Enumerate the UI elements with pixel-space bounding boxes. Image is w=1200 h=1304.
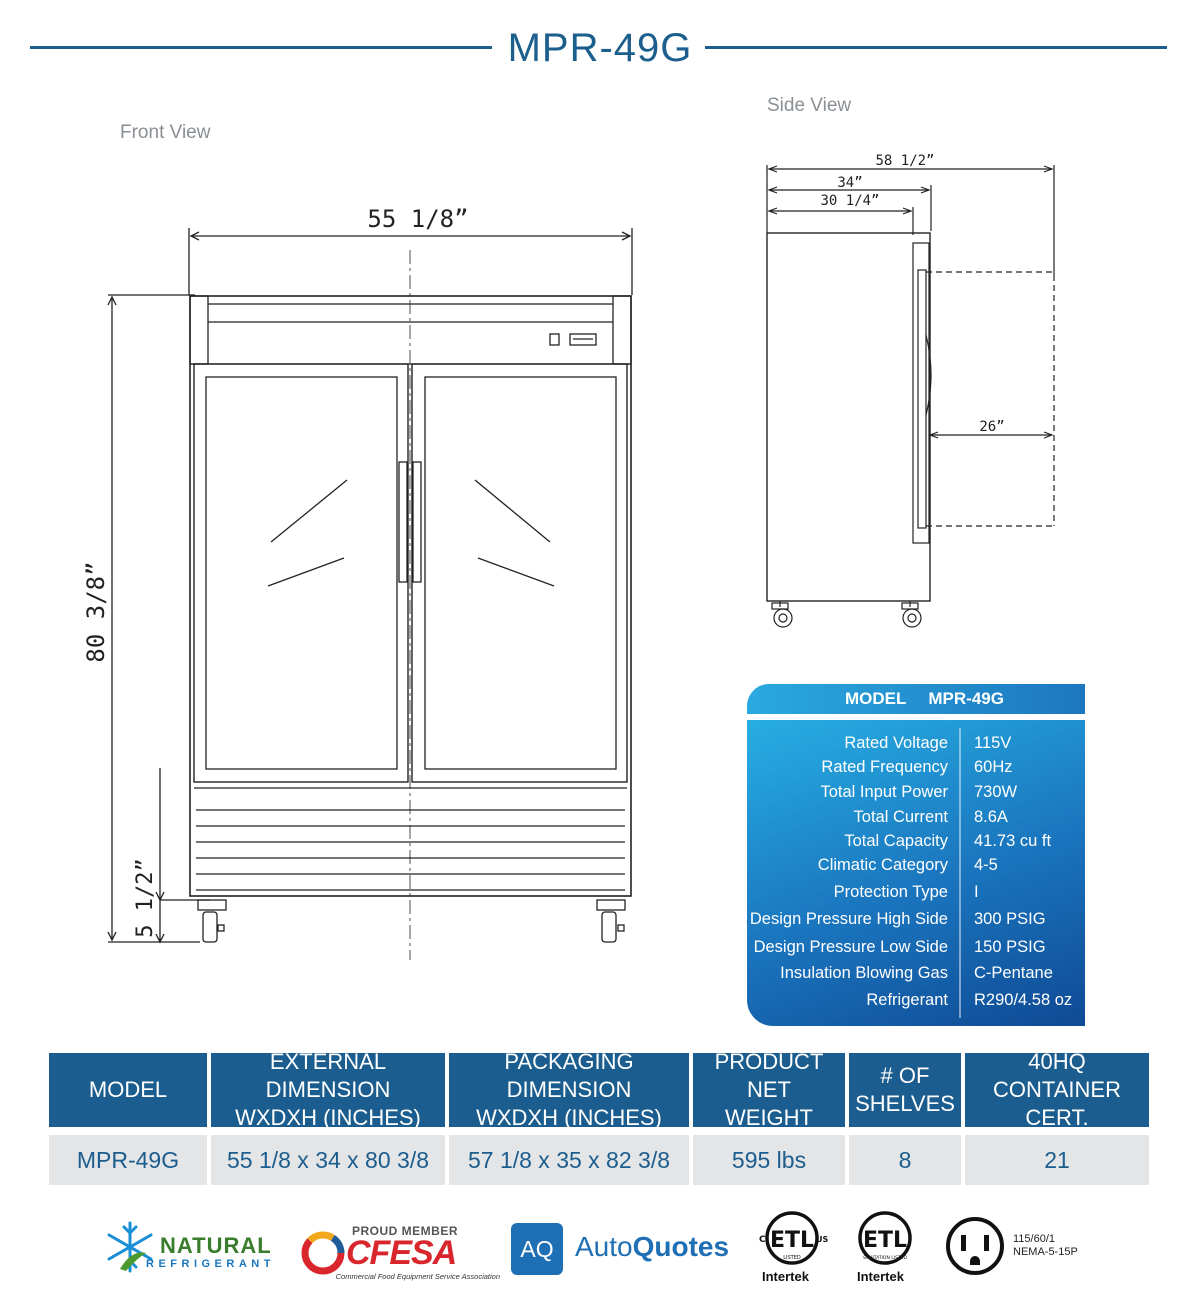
spec-value: 730W bbox=[974, 783, 1018, 801]
spec-key: Design Pressure High Side bbox=[749, 910, 948, 928]
spec-row bbox=[747, 758, 1085, 782]
nema-line-1: 115/60/1 bbox=[1013, 1233, 1056, 1245]
etl-sanitation-text: SANITATION LISTED bbox=[862, 1256, 908, 1261]
spec-row bbox=[747, 938, 1085, 962]
table-header-container bbox=[965, 1049, 1149, 1130]
etl-sanitation-icon bbox=[845, 1208, 925, 1272]
spec-key: Refrigerant bbox=[866, 991, 948, 1009]
header-line: PACKAGING DIMENSION bbox=[504, 1049, 634, 1102]
header-line: WXDXH (INCHES) bbox=[476, 1105, 662, 1130]
table-cell-shelves: 8 bbox=[849, 1135, 961, 1185]
natural-refrigerant-logo bbox=[100, 1215, 300, 1279]
etl-text: ETL bbox=[769, 1228, 815, 1253]
quotes-text: Quotes bbox=[632, 1231, 730, 1262]
spec-key: Protection Type bbox=[833, 883, 948, 901]
dimension-table bbox=[49, 1049, 1149, 1185]
etl-c-text: C bbox=[759, 1235, 766, 1245]
etl-mark-icon bbox=[752, 1208, 832, 1272]
etl-us-text: US bbox=[816, 1235, 829, 1244]
spec-value: 150 PSIG bbox=[974, 938, 1046, 956]
cfesa-wordmark: CFESA bbox=[346, 1234, 457, 1272]
spec-key: Rated Frequency bbox=[821, 758, 948, 776]
spec-key: Rated Voltage bbox=[844, 734, 948, 752]
spec-key: Total Current bbox=[853, 808, 948, 826]
spec-model-value: MPR-49G bbox=[928, 689, 1004, 708]
nema-line-2: NEMA-5-15P bbox=[1013, 1246, 1078, 1258]
front-width-label: 55 1/8” bbox=[367, 205, 469, 233]
front-height-label: 80 3/8” bbox=[82, 561, 110, 663]
nema-plug-logo bbox=[945, 1215, 1095, 1277]
spec-value: R290/4.58 oz bbox=[974, 991, 1073, 1009]
spec-key: Insulation Blowing Gas bbox=[780, 964, 948, 982]
side-door-swing-label: 26” bbox=[979, 419, 1005, 435]
table-header-external bbox=[211, 1049, 445, 1130]
spec-panel bbox=[747, 720, 1085, 1026]
spec-row bbox=[747, 783, 1085, 807]
spec-row bbox=[747, 883, 1085, 907]
cfesa-subtitle: Commercial Food Equipment Service Association bbox=[335, 1272, 500, 1281]
aq-badge: AQ bbox=[511, 1223, 563, 1275]
intertek-text: Intertek bbox=[762, 1269, 809, 1284]
front-view-drawing bbox=[60, 200, 660, 970]
table-cell-external: 55 1/8 x 34 x 80 3/8 bbox=[211, 1135, 445, 1185]
spec-value: C-Pentane bbox=[974, 964, 1053, 982]
table-cell-container: 21 bbox=[965, 1135, 1149, 1185]
spec-row bbox=[747, 734, 1085, 758]
spec-panel-header bbox=[747, 684, 1085, 714]
spec-row bbox=[747, 910, 1085, 934]
page-title: MPR-49G bbox=[507, 26, 693, 70]
spec-value: 41.73 cu ft bbox=[974, 832, 1052, 850]
intertek-text: Intertek bbox=[857, 1269, 904, 1284]
side-body-depth-label: 30 1/4” bbox=[820, 193, 880, 209]
table-cell-weight: 595 lbs bbox=[693, 1135, 845, 1185]
header-line: EXTERNAL DIMENSION bbox=[265, 1049, 391, 1102]
side-depth-label: 34” bbox=[837, 175, 863, 191]
spec-value: 60Hz bbox=[974, 758, 1013, 776]
spec-row bbox=[747, 856, 1085, 880]
caster-height-label: 5 1/2” bbox=[133, 858, 158, 938]
header-line: # OF bbox=[880, 1063, 930, 1088]
cfesa-logo bbox=[300, 1222, 500, 1284]
autoquotes-text bbox=[575, 1231, 729, 1263]
spec-key: Climatic Category bbox=[817, 856, 948, 874]
side-total-depth-label: 58 1/2” bbox=[875, 153, 935, 169]
autoquotes-logo bbox=[511, 1223, 741, 1277]
header-line: WXDXH (INCHES) bbox=[235, 1105, 421, 1130]
spec-row bbox=[747, 808, 1085, 832]
spec-value: 8.6A bbox=[974, 808, 1008, 826]
front-view-label: Front View bbox=[120, 122, 211, 143]
spec-value: 115V bbox=[974, 734, 1012, 752]
spec-key: Total Input Power bbox=[820, 783, 948, 801]
table-header-packaging bbox=[449, 1049, 689, 1130]
table-header-shelves bbox=[849, 1053, 961, 1127]
header-line: CONTAINER CERT. bbox=[993, 1077, 1121, 1130]
refrigerant-text: REFRIGERANT bbox=[146, 1258, 275, 1270]
spec-value: 4-5 bbox=[974, 856, 998, 874]
spec-key: Total Capacity bbox=[844, 832, 948, 850]
header-line: PRODUCT NET bbox=[714, 1049, 824, 1102]
table-cell-packaging: 57 1/8 x 35 x 82 3/8 bbox=[449, 1135, 689, 1185]
table-header-weight bbox=[693, 1049, 845, 1130]
etl-text: ETL bbox=[862, 1228, 908, 1253]
cfesa-swirl-icon bbox=[300, 1230, 346, 1276]
spec-value: 300 PSIG bbox=[974, 910, 1046, 928]
table-header-model bbox=[49, 1053, 207, 1127]
etl-listed-logo bbox=[752, 1208, 832, 1288]
etl-listed-text: LISTED bbox=[783, 1255, 801, 1261]
spec-value: I bbox=[974, 883, 979, 901]
table-cell-model: MPR-49G bbox=[49, 1135, 207, 1185]
side-view-drawing bbox=[740, 145, 1080, 645]
natural-text: NATURAL bbox=[160, 1233, 272, 1258]
etl-sanitation-logo bbox=[845, 1208, 925, 1288]
header-line: 40HQ bbox=[1028, 1049, 1086, 1074]
header-line: MODEL bbox=[88, 1077, 168, 1102]
spec-key: Design Pressure Low Side bbox=[753, 938, 948, 956]
side-view-label: Side View bbox=[767, 95, 852, 116]
spec-model-label: MODEL bbox=[845, 689, 907, 708]
header-line: WEIGHT bbox=[725, 1105, 813, 1130]
spec-row bbox=[747, 832, 1085, 856]
auto-text: Auto bbox=[575, 1231, 633, 1262]
spec-row bbox=[747, 964, 1085, 988]
nema-plug-icon bbox=[945, 1215, 1005, 1277]
spec-row bbox=[747, 991, 1085, 1015]
cfesa-proud-member: PROUD MEMBER bbox=[352, 1224, 459, 1238]
header-line: SHELVES bbox=[855, 1091, 955, 1116]
